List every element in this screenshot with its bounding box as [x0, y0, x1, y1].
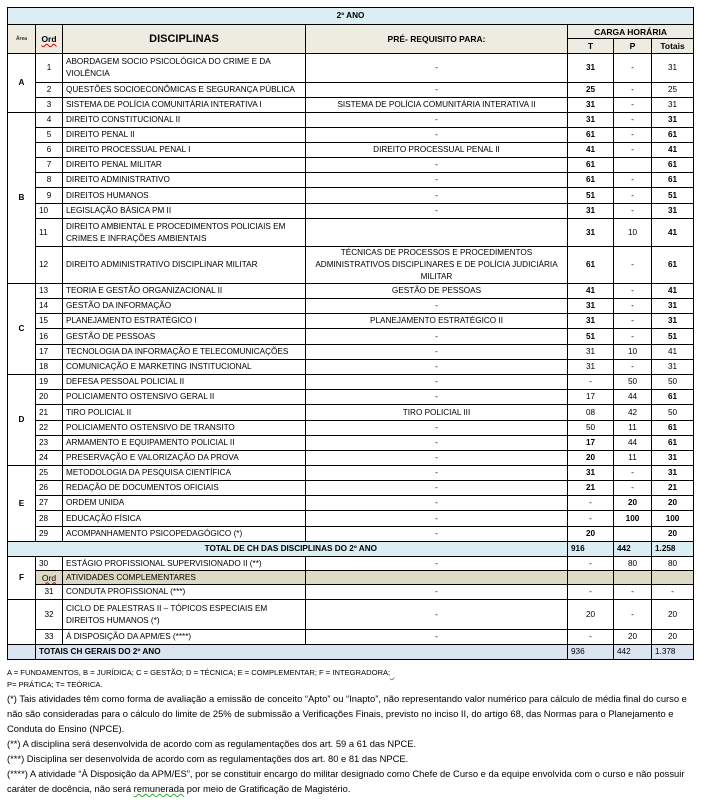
disciplina-cell: Á DISPOSIÇÃO DA APM/ES (****): [63, 630, 306, 645]
total-t: 916: [568, 542, 614, 557]
disciplina-cell: ARMAMENTO E EQUIPAMENTO POLICIAL II: [63, 436, 306, 451]
ord-label: Ord: [36, 571, 63, 585]
table-row: [8, 54, 694, 83]
ord-cell: 18: [36, 360, 63, 375]
t-cell: 17: [568, 390, 614, 405]
prerequisito-cell: -: [306, 436, 568, 451]
total-cell: 51: [652, 329, 694, 345]
t-cell: 31: [568, 113, 614, 128]
prerequisito-cell: TÉCNICAS DE PROCESSOS E PROCEDIMENTOS ADMINISTRATIVOS DISCIPLINARES E DE POLÍCIA JUDICIÁRIA MILITAR: [306, 247, 568, 284]
ord-cell: 9: [36, 188, 63, 204]
t-cell: 31: [568, 360, 614, 375]
p-cell: -: [614, 204, 652, 219]
table-row: [8, 247, 694, 284]
note-4: (****) A atividade “À Disposição da APM/ES”, por se constituir encargo do militar designado como Chefe de Curso e da equipe envolvida com o curso e não possuir caráter de docência, não será remunerada por meio de Gratificação de Magistério.: [7, 768, 685, 794]
area-cell: A: [8, 54, 36, 113]
prerequisito-cell: PLANEJAMENTO ESTRATÉGICO II: [306, 314, 568, 329]
total-cell: -: [652, 585, 694, 600]
ord-cell: 21: [36, 405, 63, 421]
total-disciplinas-row: [8, 542, 694, 557]
prerequisito-cell: -: [306, 466, 568, 481]
prerequisito-cell: -: [306, 204, 568, 219]
p-cell: 10: [614, 345, 652, 360]
header-p: P: [614, 39, 652, 54]
prerequisito-cell: -: [306, 54, 568, 83]
disciplina-cell: DIREITO AMBIENTAL E PROCEDIMENTOS POLICIAIS EM CRIMES E INFRAÇÕES AMBIENTAIS: [63, 219, 306, 247]
table-row: [8, 557, 694, 571]
disciplina-cell: GESTÃO DA INFORMAÇÃO: [63, 299, 306, 314]
t-cell: -: [568, 630, 614, 645]
p-cell: [614, 158, 652, 173]
table-row: [8, 466, 694, 481]
empty-cell: [614, 571, 652, 585]
table-row: [8, 204, 694, 219]
ord-cell: 3: [36, 98, 63, 113]
p-cell: -: [614, 299, 652, 314]
t-cell: 17: [568, 436, 614, 451]
t-cell: 31: [568, 345, 614, 360]
prerequisito-cell: -: [306, 421, 568, 436]
legend-types: P= PRÁTICA; T= TEÓRICA.: [7, 680, 103, 689]
disciplina-cell: DIREITO ADMINISTRATIVO: [63, 173, 306, 188]
table-row: [8, 527, 694, 542]
prerequisito-cell: -: [306, 299, 568, 314]
disciplina-cell: CICLO DE PALESTRAS II – TÓPICOS ESPECIAIS EM DIREITOS HUMANOS (*): [63, 600, 306, 630]
p-cell: -: [614, 481, 652, 496]
ord-cell: 27: [36, 496, 63, 511]
disciplina-cell: DIREITOS HUMANOS: [63, 188, 306, 204]
table-row: [8, 375, 694, 390]
p-cell: 10: [614, 219, 652, 247]
prerequisito-cell: -: [306, 511, 568, 527]
p-cell: -: [614, 247, 652, 284]
p-cell: -: [614, 284, 652, 299]
total-label: TOTAL DE CH DAS DISCIPLINAS DO 2º ANO: [8, 542, 568, 557]
ord-cell: 7: [36, 158, 63, 173]
ord-cell: 16: [36, 329, 63, 345]
disciplina-cell: DIREITO CONSTITUCIONAL II: [63, 113, 306, 128]
disciplina-cell: COMUNICAÇÃO E MARKETING INSTITUCIONAL: [63, 360, 306, 375]
prerequisito-cell: -: [306, 481, 568, 496]
prerequisito-cell: -: [306, 345, 568, 360]
table-row: [8, 143, 694, 158]
ord-cell: 6: [36, 143, 63, 158]
prerequisito-cell: TIRO POLICIAL III: [306, 405, 568, 421]
p-cell: 50: [614, 375, 652, 390]
p-cell: -: [614, 314, 652, 329]
total-cell: 100: [652, 511, 694, 527]
p-cell: [614, 527, 652, 542]
t-cell: -: [568, 585, 614, 600]
ord-cell: 30: [36, 557, 63, 571]
p-cell: -: [614, 600, 652, 630]
ord-cell: 33: [36, 630, 63, 645]
prerequisito-cell: [306, 219, 568, 247]
p-cell: -: [614, 98, 652, 113]
total-cell: 31: [652, 98, 694, 113]
ord-cell: 25: [36, 466, 63, 481]
grand-total-t: 936: [568, 645, 614, 660]
total-cell: 31: [652, 451, 694, 466]
disciplina-cell: METODOLOGIA DA PESQUISA CIENTÍFICA: [63, 466, 306, 481]
p-cell: -: [614, 113, 652, 128]
t-cell: 31: [568, 299, 614, 314]
disciplina-cell: DEFESA PESSOAL POLICIAL II: [63, 375, 306, 390]
disciplina-cell: ESTÁGIO PROFISSIONAL SUPERVISIONADO II (**): [63, 557, 306, 571]
total-cell: 80: [652, 557, 694, 571]
t-cell: 08: [568, 405, 614, 421]
p-cell: 44: [614, 390, 652, 405]
disciplina-cell: POLICIAMENTO OSTENSIVO GERAL II: [63, 390, 306, 405]
p-cell: -: [614, 83, 652, 98]
area-cell: E: [8, 466, 36, 542]
table-row: [8, 219, 694, 247]
table-row: [8, 600, 694, 630]
header-prerequisito: PRÉ- REQUISITO PARA:: [306, 25, 568, 54]
grand-total-label: TOTAIS CH GERAIS DO 2º ANO: [36, 645, 568, 660]
prerequisito-cell: -: [306, 557, 568, 571]
prerequisito-cell: -: [306, 158, 568, 173]
table-row: [8, 299, 694, 314]
table-row: [8, 630, 694, 645]
prerequisito-cell: -: [306, 451, 568, 466]
prerequisito-cell: -: [306, 496, 568, 511]
p-cell: -: [614, 188, 652, 204]
table-row: [8, 329, 694, 345]
disciplina-cell: PRESERVAÇÃO E VALORIZAÇÃO DA PROVA: [63, 451, 306, 466]
grand-total-p: 442: [614, 645, 652, 660]
t-cell: -: [568, 496, 614, 511]
t-cell: 41: [568, 284, 614, 299]
prerequisito-cell: -: [306, 83, 568, 98]
p-cell: 20: [614, 630, 652, 645]
table-row: [8, 83, 694, 98]
disciplina-cell: GESTÃO DE PESSOAS: [63, 329, 306, 345]
table-row: [8, 511, 694, 527]
total-cell: 61: [652, 421, 694, 436]
total-cell: 61: [652, 158, 694, 173]
total-cell: 61: [652, 247, 694, 284]
total-cell: 61: [652, 390, 694, 405]
disciplina-cell: DIREITO PENAL MILITAR: [63, 158, 306, 173]
total-cell: 31: [652, 314, 694, 329]
note-1: (*) Tais atividades têm como forma de avaliação a emissão de conceito “Apto” ou “Inapto”, não representando valor numérico para cálculo de média final do curso e não são consideradas para o cálculo do limite de 25% de submissão a Verificações Finais, previsto no inciso II, do artigo 68, das Normas para o Planejamento e Conduta do Ensino (NPCE).: [7, 693, 687, 734]
t-cell: 31: [568, 54, 614, 83]
header-carga-horaria: CARGA HORÁRIA: [568, 25, 694, 39]
t-cell: 20: [568, 527, 614, 542]
header-ord: Ord: [36, 25, 63, 54]
table-row: [8, 451, 694, 466]
t-cell: 31: [568, 219, 614, 247]
prerequisito-cell: -: [306, 128, 568, 143]
ord-cell: 31: [36, 585, 63, 600]
header-disciplinas: DISCIPLINAS: [63, 25, 306, 54]
total-total: 1.258: [652, 542, 694, 557]
ord-cell: 15: [36, 314, 63, 329]
disciplina-cell: ACOMPANHAMENTO PSICOPEDAGÓGICO (*): [63, 527, 306, 542]
header-t: T: [568, 39, 614, 54]
t-cell: 51: [568, 329, 614, 345]
table-row: [8, 390, 694, 405]
t-cell: 61: [568, 173, 614, 188]
prerequisito-cell: -: [306, 360, 568, 375]
ord-cell: 28: [36, 511, 63, 527]
prerequisito-cell: -: [306, 527, 568, 542]
table-row: [8, 360, 694, 375]
ord-cell: 20: [36, 390, 63, 405]
disciplina-cell: TEORIA E GESTÃO ORGANIZACIONAL II: [63, 284, 306, 299]
table-row: [8, 421, 694, 436]
table-title: 2º ANO: [8, 8, 694, 25]
ord-cell: 19: [36, 375, 63, 390]
p-cell: -: [614, 585, 652, 600]
ord-cell: 26: [36, 481, 63, 496]
total-p: 442: [614, 542, 652, 557]
prerequisito-cell: DIREITO PROCESSUAL PENAL II: [306, 143, 568, 158]
p-cell: -: [614, 54, 652, 83]
footnotes: [7, 667, 695, 796]
grand-total-total: 1.378: [652, 645, 694, 660]
prerequisito-cell: -: [306, 390, 568, 405]
t-cell: 21: [568, 481, 614, 496]
ord-cell: 1: [36, 54, 63, 83]
empty-cell: [652, 571, 694, 585]
table-row: [8, 98, 694, 113]
table-row: [8, 284, 694, 299]
complementares-label: ATIVIDADES COMPLEMENTARES: [63, 571, 306, 585]
total-cell: 41: [652, 219, 694, 247]
p-cell: -: [614, 360, 652, 375]
disciplina-cell: TECNOLOGIA DA INFORMAÇÃO E TELECOMUNICAÇÕES: [63, 345, 306, 360]
ord-cell: 24: [36, 451, 63, 466]
t-cell: 31: [568, 98, 614, 113]
total-cell: 61: [652, 436, 694, 451]
prerequisito-cell: -: [306, 375, 568, 390]
empty-cell: [8, 645, 36, 660]
t-cell: 61: [568, 247, 614, 284]
total-cell: 31: [652, 54, 694, 83]
table-row: [8, 173, 694, 188]
ord-cell: 14: [36, 299, 63, 314]
t-cell: 51: [568, 188, 614, 204]
t-cell: 61: [568, 128, 614, 143]
ord-cell: 17: [36, 345, 63, 360]
t-cell: 20: [568, 451, 614, 466]
empty-cell: [306, 571, 568, 585]
p-cell: 11: [614, 451, 652, 466]
p-cell: 11: [614, 421, 652, 436]
p-cell: -: [614, 128, 652, 143]
p-cell: 100: [614, 511, 652, 527]
disciplina-cell: EDUCAÇÃO FÍSICA: [63, 511, 306, 527]
ord-cell: 22: [36, 421, 63, 436]
t-cell: 31: [568, 466, 614, 481]
empty-cell: [568, 571, 614, 585]
disciplina-cell: POLICIAMENTO OSTENSIVO DE TRANSITO: [63, 421, 306, 436]
ord-cell: 23: [36, 436, 63, 451]
disciplina-cell: ABORDAGEM SOCIO PSICOLÓGICA DO CRIME E DA VIOLÊNCIA: [63, 54, 306, 83]
grand-total-row: [8, 645, 694, 660]
t-cell: 20: [568, 600, 614, 630]
disciplina-cell: SISTEMA DE POLÍCIA COMUNITÁRIA INTERATIVA I: [63, 98, 306, 113]
total-cell: 20: [652, 630, 694, 645]
ord-cell: 29: [36, 527, 63, 542]
table-row: [8, 496, 694, 511]
t-cell: 50: [568, 421, 614, 436]
ord-cell: 32: [36, 600, 63, 630]
t-cell: 31: [568, 314, 614, 329]
t-cell: -: [568, 375, 614, 390]
disciplina-cell: LEGISLAÇÃO BÁSICA PM II: [63, 204, 306, 219]
table-row: [8, 158, 694, 173]
disciplina-cell: QUESTÕES SOCIOECONÔMICAS E SEGURANÇA PÚBLICA: [63, 83, 306, 98]
prerequisito-cell: -: [306, 173, 568, 188]
total-cell: 20: [652, 600, 694, 630]
p-cell: -: [614, 329, 652, 345]
ord-cell: 5: [36, 128, 63, 143]
prerequisito-cell: -: [306, 188, 568, 204]
table-row: [8, 128, 694, 143]
table-row: [8, 436, 694, 451]
total-cell: 21: [652, 481, 694, 496]
t-cell: 61: [568, 158, 614, 173]
table-row: [8, 405, 694, 421]
prerequisito-cell: -: [306, 630, 568, 645]
total-cell: 50: [652, 375, 694, 390]
p-cell: -: [614, 173, 652, 188]
table-row: [8, 481, 694, 496]
area-cell-empty: [8, 600, 36, 645]
p-cell: 20: [614, 496, 652, 511]
p-cell: -: [614, 466, 652, 481]
table-row: [8, 188, 694, 204]
total-cell: 31: [652, 360, 694, 375]
disciplina-cell: DIREITO PROCESSUAL PENAL I: [63, 143, 306, 158]
note-3: (***) Disciplina ser desenvolvida de acordo com as regulamentações dos art. 80 e 81 das NPCE.: [7, 753, 409, 764]
ord-cell: 12: [36, 247, 63, 284]
total-cell: 31: [652, 466, 694, 481]
header-totais: Totais: [652, 39, 694, 54]
t-cell: -: [568, 557, 614, 571]
total-cell: 31: [652, 204, 694, 219]
disciplina-cell: TIRO POLICIAL II: [63, 405, 306, 421]
prerequisito-cell: -: [306, 113, 568, 128]
t-cell: -: [568, 511, 614, 527]
complementares-row: [8, 571, 694, 585]
note-2: (**) A disciplina será desenvolvida de acordo com as regulamentações dos art. 59 a 61 das NPCE.: [7, 738, 417, 749]
total-cell: 41: [652, 345, 694, 360]
p-cell: 44: [614, 436, 652, 451]
total-cell: 41: [652, 284, 694, 299]
ord-cell: 4: [36, 113, 63, 128]
p-cell: -: [614, 143, 652, 158]
ord-cell: 2: [36, 83, 63, 98]
total-cell: 20: [652, 496, 694, 511]
prerequisito-cell: GESTÃO DE PESSOAS: [306, 284, 568, 299]
total-cell: 50: [652, 405, 694, 421]
t-cell: 25: [568, 83, 614, 98]
header-area: Área: [8, 25, 36, 54]
total-cell: 61: [652, 128, 694, 143]
area-cell: D: [8, 375, 36, 466]
ord-cell: 8: [36, 173, 63, 188]
disciplina-cell: REDAÇÃO DE DOCUMENTOS OFICIAIS: [63, 481, 306, 496]
total-cell: 20: [652, 527, 694, 542]
total-cell: 25: [652, 83, 694, 98]
table-row: [8, 345, 694, 360]
total-cell: 31: [652, 113, 694, 128]
total-cell: 61: [652, 173, 694, 188]
disciplina-cell: PLANEJAMENTO ESTRATÉGICO I: [63, 314, 306, 329]
table-row: [8, 585, 694, 600]
area-cell: F: [8, 557, 36, 600]
total-cell: 51: [652, 188, 694, 204]
table-row: [8, 113, 694, 128]
ord-cell: 13: [36, 284, 63, 299]
prerequisito-cell: -: [306, 585, 568, 600]
prerequisito-cell: -: [306, 329, 568, 345]
disciplina-cell: DIREITO ADMINISTRATIVO DISCIPLINAR MILITAR: [63, 247, 306, 284]
legend-areas: A = FUNDAMENTOS, B = JURÍDICA; C = GESTÃO; D = TÉCNICA; E = COMPLEMENTAR; F = INTEGRADORA;: [7, 668, 391, 677]
total-cell: 41: [652, 143, 694, 158]
area-cell: C: [8, 284, 36, 375]
area-cell: B: [8, 113, 36, 284]
curriculum-table: [7, 7, 694, 660]
p-cell: 80: [614, 557, 652, 571]
t-cell: 31: [568, 204, 614, 219]
prerequisito-cell: SISTEMA DE POLÍCIA COMUNITÁRIA INTERATIVA II: [306, 98, 568, 113]
p-cell: 42: [614, 405, 652, 421]
prerequisito-cell: -: [306, 600, 568, 630]
disciplina-cell: ORDEM UNIDA: [63, 496, 306, 511]
ord-cell: 11: [36, 219, 63, 247]
disciplina-cell: DIREITO PENAL II: [63, 128, 306, 143]
total-cell: 31: [652, 299, 694, 314]
table-row: [8, 314, 694, 329]
disciplina-cell: CONDUTA PROFISSIONAL (***): [63, 585, 306, 600]
ord-cell: 10: [36, 204, 63, 219]
t-cell: 41: [568, 143, 614, 158]
